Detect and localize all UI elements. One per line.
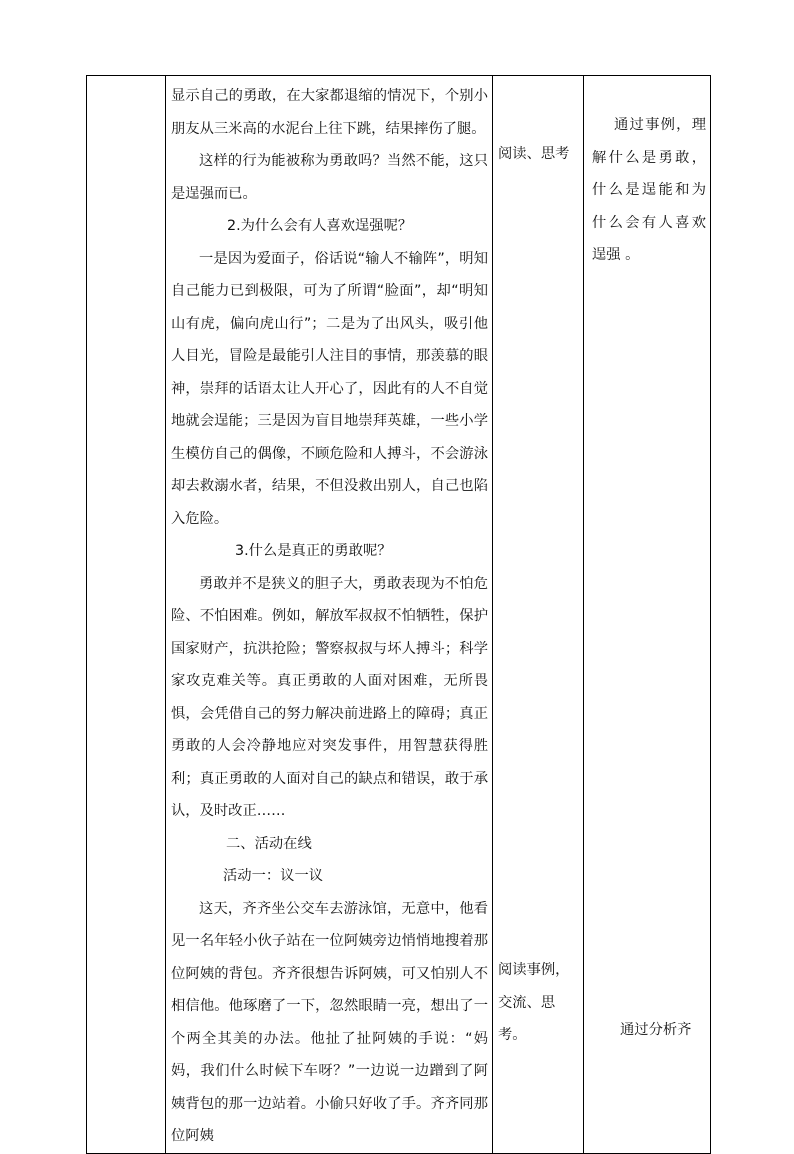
activity-heading: 活动一：议一议	[223, 868, 324, 884]
design-intent-text: 通过分析齐	[620, 1022, 692, 1038]
stage-column-cell	[87, 76, 166, 1154]
paragraph-true-courage: 勇敢并不是狭义的胆子大，勇敢表现为不怕危险、不怕困难。例如，解放军叔叔不怕牺牲，保护国家财产，抗洪抢险；警察叔叔与坏人搏斗；科学家攻克难关等。真正勇敢的人面对困难，无所畏惧，会凭借自己的努力解决前进路上的障碍；真正勇敢的人会冷静地应对突发事件，用智慧获得胜利；真正勇敢的人面对自己的缺点和错误，敢于承认，及时改正……	[171, 575, 488, 819]
student-activity-cell	[493, 76, 584, 1154]
paragraph-reasons: 一是因为爱面子，俗话说“输人不输阵”，明知自己能力已到极限，可为了所谓“脸面”，却“明知山有虎，偏向虎山行”；二是为了出风头，吸引他人目光，冒险是最能引人注目的事情，那羡慕的眼神，崇拜的话语太让人开心了，因此有的人不自觉地就会逞能；三是因为盲目地崇拜英雄，一些小学生模仿自己的偶像，不顾危险和人搏斗，不会游泳却去救溺水者，结果，不但没救出别人，自己也陷入危险。	[171, 250, 488, 527]
teaching-content-cell	[166, 76, 493, 1154]
paragraph-story: 这天，齐齐坐公交车去游泳馆，无意中，他看见一名年轻小伙子站在一位阿姨旁边悄悄地搜着那位阿姨的背包。齐齐很想告诉阿姨，可又怕别人不相信他。他琢磨了一下，忽然眼睛一亮，想出了一个两全其美的办法。他扯了扯阿姨的手说：“妈妈，我们什么时候下车呀？”一边说一边蹭到了阿姨背包的那一边站着。小偷只好收了手。齐齐同那位阿姨	[171, 900, 488, 1144]
student-activity-text: 阅读、思考	[498, 146, 570, 162]
subheading-true-courage: 3.什么是真正的勇敢呢？	[235, 543, 392, 559]
paragraph-question: 这样的行为能被称为勇敢吗？当然不能，这只是逞强而已。	[171, 153, 488, 202]
design-intent-cell	[584, 76, 711, 1154]
lesson-plan-table	[86, 75, 711, 1154]
subheading-why-show-off: 2.为什么会有人喜欢逞强呢？	[227, 218, 413, 234]
table-row	[87, 76, 711, 1154]
teaching-content	[166, 76, 492, 1153]
design-intent-text: 通过事例，理解什么是勇敢，什么是逞能和为什么会有人喜欢逞强 。	[592, 117, 706, 263]
paragraph-continuation: 显示自己的勇敢，在大家都退缩的情况下，个别小朋友从三米高的水泥台上往下跳，结果摔伤了腿。	[171, 88, 488, 137]
section-heading-activities: 二、活动在线	[226, 835, 312, 852]
student-activity-text: 阅读事例，交流、思考。	[498, 962, 570, 1043]
